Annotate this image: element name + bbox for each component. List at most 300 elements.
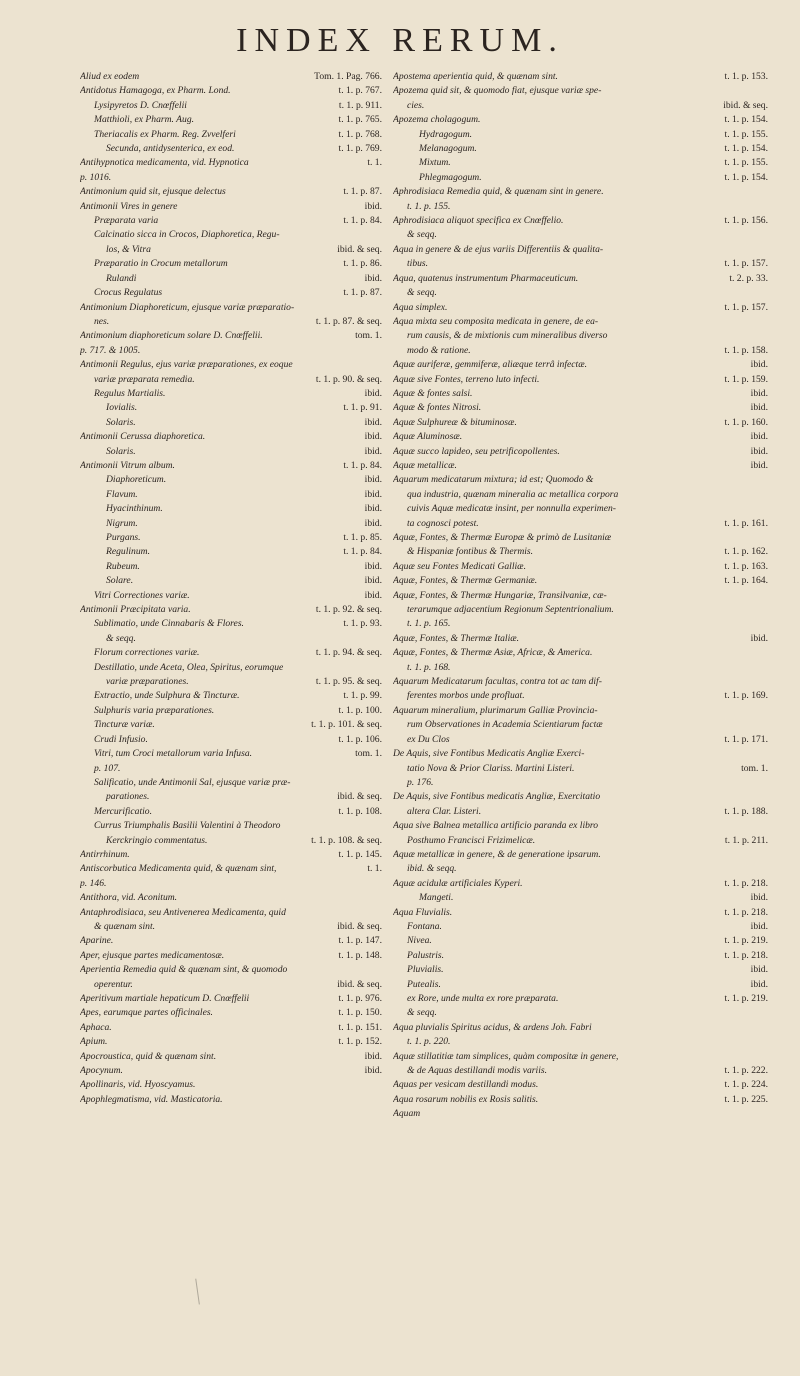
- index-entry: [393, 387, 768, 401]
- entry-text: Aquæ metallicæ in genere, & de generatione ipsarum.: [393, 848, 601, 860]
- entry-text: Pluvialis.: [407, 964, 444, 976]
- index-entry: [393, 733, 768, 747]
- index-entry: [393, 185, 768, 199]
- index-entry: [80, 99, 382, 113]
- entry-text: rum causis, & de mixtionis cum mineralibus diverso: [407, 330, 608, 342]
- entry-text: Apophlegmatisma, vid. Masticatoria.: [80, 1093, 223, 1105]
- entry-text: Posthumo Francisci Frizimelicæ.: [407, 834, 536, 846]
- entry-reference: ibid.: [364, 387, 382, 399]
- entry-reference: t. 1. p. 159.: [724, 373, 768, 385]
- entry-reference: t. 1. p. 84.: [343, 546, 382, 558]
- entry-text: Antidotus Hamagoga, ex Pharm. Lond.: [80, 85, 231, 97]
- entry-text: Aqua pluvialis Spiritus acidus, & ardens Joh. Fabri: [393, 1021, 592, 1033]
- left-column: [80, 70, 382, 1107]
- index-entry: [393, 243, 768, 257]
- index-entry: [80, 1078, 382, 1092]
- entry-text: los, & Vitra: [106, 243, 151, 255]
- index-entry: [80, 963, 382, 977]
- entry-reference: ibid.: [364, 272, 382, 284]
- entry-text: & seqq.: [407, 1007, 437, 1019]
- entry-text: Aqua in genere & de ejus variis Differentiis & qualita-: [393, 243, 604, 255]
- index-entry: [393, 574, 768, 588]
- entry-reference: ibid.: [750, 978, 768, 990]
- entry-text: Aquæ Sulphureæ & bituminosæ.: [393, 416, 517, 428]
- index-entry: [80, 84, 382, 98]
- entry-reference: t. 1. p. 108. & seq.: [311, 834, 382, 846]
- index-entry: [80, 185, 382, 199]
- entry-text: Florum correctiones variæ.: [94, 647, 200, 659]
- entry-text: Fontana.: [407, 920, 442, 932]
- entry-text: Aparine.: [80, 935, 114, 947]
- index-entry: [80, 257, 382, 271]
- entry-reference: t. 1. p. 87. & seq.: [315, 315, 382, 327]
- index-entry: [80, 877, 382, 891]
- entry-reference: t. 1. p. 161.: [724, 517, 768, 529]
- index-entry: [80, 589, 382, 603]
- entry-text: & seqq.: [407, 229, 437, 241]
- entry-text: Aquæ stillatitiæ tam simplices, quàm compositæ in genere,: [393, 1050, 619, 1062]
- entry-reference: t. 1. p. 151.: [338, 1021, 382, 1033]
- index-entry: [80, 1050, 382, 1064]
- index-entry: [80, 617, 382, 631]
- index-entry: [393, 517, 768, 531]
- entry-reference: t. 1. p. 219.: [724, 993, 768, 1004]
- entry-reference: t. 1. p. 86.: [343, 258, 382, 270]
- index-entry: [80, 1064, 382, 1078]
- index-entry: [393, 416, 768, 430]
- entry-text: Mangeti.: [419, 892, 454, 904]
- index-entry: [393, 920, 768, 934]
- entry-reference: t. 1. p. 148.: [338, 949, 382, 961]
- entry-reference: tom. 1.: [741, 762, 768, 774]
- entry-reference: t. 1. p. 153.: [724, 71, 768, 82]
- entry-text: Tincturæ variæ.: [94, 719, 155, 731]
- entry-reference: t. 1. p. 95. & seq.: [315, 676, 382, 688]
- entry-text: Aquæ sive Fontes, terreno luto infecti.: [393, 373, 540, 385]
- index-entry: [393, 560, 768, 574]
- entry-text: Melanagogum.: [419, 143, 477, 155]
- index-entry: [393, 1050, 768, 1064]
- entry-text: t. 1. p. 165.: [407, 618, 451, 630]
- index-entry: [80, 661, 382, 675]
- entry-reference: ibid.: [364, 488, 382, 500]
- index-entry: [80, 416, 382, 430]
- entry-reference: ibid. & seq.: [337, 978, 382, 990]
- entry-reference: t. 1. p. 219.: [724, 935, 768, 947]
- index-entry: [393, 401, 768, 415]
- index-entry: [393, 502, 768, 516]
- index-entry: [80, 531, 382, 545]
- entry-text: Aquæ Aluminosæ.: [393, 431, 463, 443]
- entry-text: Præparatio in Crocum metallorum: [94, 258, 228, 270]
- entry-text: Nivea.: [407, 935, 432, 947]
- entry-text: Solaris.: [106, 445, 136, 457]
- entry-text: Apostema aperientia quid, & quænam sint.: [393, 71, 558, 82]
- entry-reference: t. 1. p. 211.: [724, 834, 768, 846]
- index-entry: [80, 445, 382, 459]
- entry-reference: ibid.: [750, 445, 768, 457]
- entry-text: Palustris.: [407, 949, 445, 961]
- entry-text: variæ præparata remedia.: [94, 373, 195, 385]
- entry-text: Aqua mixta seu composita medicata in genere, de ea-: [393, 315, 599, 327]
- index-entry: [393, 1078, 768, 1092]
- entry-text: Aquæ, Fontes, & Thermæ Germaniæ.: [393, 575, 538, 587]
- entry-text: Aqua sive Balnea metallica artificio paranda ex libro: [393, 820, 599, 832]
- index-entry: [393, 373, 768, 387]
- entry-text: Hydragogum.: [419, 128, 473, 140]
- entry-text: Sulphuris varia præparationes.: [94, 704, 215, 716]
- index-entry: [80, 560, 382, 574]
- entry-text: Antimonii Cerussa diaphoretica.: [80, 431, 206, 443]
- index-entry: [393, 704, 768, 718]
- entry-text: operentur.: [94, 978, 133, 990]
- entry-text: Apocynum.: [80, 1065, 123, 1077]
- index-entry: [393, 171, 768, 185]
- entry-text: Currus Triumphalis Basilii Valentini à Theodoro: [94, 820, 281, 832]
- index-entry: [393, 214, 768, 228]
- entry-reference: ibid.: [364, 445, 382, 457]
- index-entry: [393, 834, 768, 848]
- entry-text: Aquæ acidulæ artificiales Kyperi.: [393, 877, 523, 889]
- entry-text: nes.: [94, 315, 110, 327]
- entry-reference: ibid.: [364, 431, 382, 443]
- index-entry: [393, 1064, 768, 1078]
- index-entry: [80, 488, 382, 502]
- entry-text: terarumque adjacentium Regionum Septentrionalium.: [407, 604, 614, 616]
- entry-text: Aquarum medicatarum mixtura; id est; Quomodo &: [393, 474, 594, 486]
- index-entry: [80, 632, 382, 646]
- entry-reference: ibid.: [364, 200, 382, 212]
- entry-text: ferentes morbos unde profluat.: [407, 690, 525, 702]
- entry-text: Aquarum mineralium, plurimarum Galliæ Provincia-: [393, 704, 598, 716]
- index-entry: [80, 545, 382, 559]
- entry-text: Antimonii Vitrum album.: [80, 459, 175, 471]
- index-entry: [393, 661, 768, 675]
- entry-reference: t. 1. p. 162.: [724, 546, 768, 558]
- entry-reference: ibid.: [750, 431, 768, 443]
- entry-reference: t. 1. p. 218.: [724, 949, 768, 961]
- index-entry: [80, 128, 382, 142]
- entry-text: Aquæ seu Fontes Medicati Galliæ.: [393, 560, 526, 572]
- entry-reference: t. 1. p. 154.: [724, 143, 768, 155]
- entry-text: Extractio, unde Sulphura & Tincturæ.: [94, 690, 240, 702]
- entry-reference: t. 1. p. 157.: [724, 301, 768, 313]
- index-entry: [80, 906, 382, 920]
- index-entry: [80, 733, 382, 747]
- index-entry: [393, 632, 768, 646]
- entry-reference: t. 1. p. 154.: [724, 171, 768, 183]
- index-entry: [80, 344, 382, 358]
- entry-reference: ibid.: [750, 632, 768, 644]
- index-entry: [393, 84, 768, 98]
- entry-text: Antaphrodisiaca, seu Antivenerea Medicamenta, quid: [80, 906, 286, 918]
- entry-reference: t. 1. p. 87.: [343, 186, 382, 198]
- entry-text: Salificatio, unde Antimonii Sal, ejusque variæ præ-: [94, 776, 291, 788]
- entry-text: Rulandi: [106, 272, 137, 284]
- index-entry: [393, 272, 768, 286]
- index-entry: [80, 675, 382, 689]
- entry-text: Mercurificatio.: [94, 805, 152, 817]
- index-entry: [393, 1035, 768, 1049]
- entry-text: Antithora, vid. Aconitum.: [80, 892, 178, 904]
- entry-text: variæ præparationes.: [106, 676, 189, 688]
- index-entry: [393, 445, 768, 459]
- entry-reference: t. 2. p. 33.: [729, 272, 768, 284]
- index-entry: [80, 1021, 382, 1035]
- entry-text: Aquæ auriferæ, gemmiferæ, aliæque terrâ infectæ.: [393, 359, 587, 371]
- entry-reference: t. 1. p. 164.: [724, 575, 768, 587]
- index-entry: [80, 214, 382, 228]
- index-entry: [393, 315, 768, 329]
- index-entry: [393, 113, 768, 127]
- index-entry: [393, 646, 768, 660]
- entry-text: Apes, earumque partes officinales.: [80, 1007, 213, 1019]
- entry-reference: t. 1. p. 225.: [724, 1093, 768, 1105]
- index-entry: [393, 200, 768, 214]
- index-entry: [393, 142, 768, 156]
- entry-reference: t. 1. p. 765.: [338, 114, 382, 126]
- entry-text: Matthioli, ex Pharm. Aug.: [94, 114, 195, 126]
- index-entry: [80, 286, 382, 300]
- index-entry: [80, 934, 382, 948]
- entry-reference: t. 1. p. 169.: [724, 690, 768, 702]
- entry-text: Præparata varia: [94, 215, 159, 227]
- entry-reference: t. 1. p. 154.: [724, 114, 768, 126]
- entry-reference: t. 1. p. 188.: [724, 805, 768, 817]
- entry-text: p. 107.: [94, 762, 121, 774]
- index-entry: [393, 891, 768, 905]
- entry-reference: ibid. & seq.: [337, 920, 382, 932]
- entry-text: Secunda, antidysenterica, ex eod.: [106, 143, 235, 155]
- index-entry: [393, 906, 768, 920]
- entry-text: Lysipyretos D. Cnœffelii: [94, 99, 187, 111]
- entry-text: Diaphoreticum.: [106, 474, 167, 486]
- index-entry: [393, 963, 768, 977]
- index-entry: [393, 689, 768, 703]
- index-entry: [80, 834, 382, 848]
- index-entry: [80, 401, 382, 415]
- entry-text: rum Observationes in Academia Scientiarum factæ: [407, 719, 603, 731]
- entry-text: Antimonium Diaphoreticum, ejusque variæ præparatio-: [80, 301, 295, 313]
- entry-text: Aquæ & fontes Nitrosi.: [393, 402, 482, 414]
- entry-text: Aperientia Remedia quid & quænam sint, & quomodo: [80, 964, 288, 976]
- index-entry: [393, 675, 768, 689]
- index-entry: [80, 762, 382, 776]
- entry-text: p. 146.: [80, 877, 107, 889]
- index-entry: [80, 113, 382, 127]
- index-entry: [80, 747, 382, 761]
- entry-text: Aquæ metallicæ.: [393, 459, 457, 471]
- entry-reference: ibid. & seq.: [337, 243, 382, 255]
- index-entry: [80, 978, 382, 992]
- entry-text: Mixtum.: [419, 157, 451, 169]
- entry-reference: t. 1. p. 94. & seq.: [315, 647, 382, 659]
- entry-text: p. 176.: [407, 776, 434, 788]
- index-entry: [80, 228, 382, 242]
- entry-text: altera Clar. Listeri.: [407, 805, 482, 817]
- entry-reference: t. 1. p. 160.: [724, 416, 768, 428]
- entry-reference: t. 1. p. 768.: [338, 128, 382, 140]
- index-entry: [393, 228, 768, 242]
- entry-reference: t. 1. p. 911.: [338, 99, 382, 111]
- entry-text: Apozema cholagogum.: [393, 114, 481, 126]
- index-entry: [80, 862, 382, 876]
- index-entry: [80, 689, 382, 703]
- entry-text: t. 1. p. 155.: [407, 200, 451, 212]
- entry-text: Apozema quid sit, & quomodo fiat, ejusque variæ spe-: [393, 85, 602, 97]
- index-entry: [393, 430, 768, 444]
- entry-text: Aperitivum martiale hepaticum D. Cnœffelii: [80, 993, 250, 1004]
- index-entry: [80, 704, 382, 718]
- entry-text: & seqq.: [407, 287, 437, 299]
- entry-reference: t. 1. p. 218.: [724, 906, 768, 918]
- entry-text: Rubeum.: [106, 560, 140, 572]
- entry-text: & de Aquas destillandi modis variis.: [407, 1065, 547, 1077]
- index-entry: [393, 473, 768, 487]
- entry-reference: t. 1. p. 224.: [724, 1079, 768, 1091]
- entry-reference: Tom. 1. Pag. 766.: [314, 71, 382, 82]
- entry-reference: t. 1. p. 222.: [724, 1065, 768, 1077]
- entry-reference: t. 1. p. 100.: [338, 704, 382, 716]
- entry-reference: ibid.: [750, 964, 768, 976]
- entry-reference: t. 1. p. 91.: [343, 402, 382, 414]
- entry-text: & Hispaniæ fontibus & Thermis.: [407, 546, 534, 558]
- index-entry: [393, 617, 768, 631]
- entry-text: & quænam sint.: [94, 920, 156, 932]
- entry-reference: ibid.: [750, 402, 768, 414]
- entry-text: Flavum.: [106, 488, 138, 500]
- entry-text: Antirrhinum.: [80, 848, 130, 860]
- pencil-mark: [195, 1278, 208, 1305]
- entry-reference: t. 1. p. 158.: [724, 344, 768, 356]
- index-entry: [393, 603, 768, 617]
- index-entry: [393, 459, 768, 473]
- index-entry: [393, 747, 768, 761]
- entry-reference: tom. 1.: [355, 330, 382, 342]
- entry-text: Aquam: [393, 1108, 421, 1120]
- entry-text: & seqq.: [106, 632, 136, 644]
- entry-text: Aqua simplex.: [393, 301, 448, 313]
- index-entry: [80, 243, 382, 257]
- entry-text: Sublimatio, unde Cinnabaris & Flores.: [94, 618, 244, 630]
- entry-text: ibid. & seqq.: [407, 863, 457, 875]
- index-entry: [393, 949, 768, 963]
- entry-text: Calcinatio sicca in Crocos, Diaphoretica, Regu-: [94, 229, 280, 241]
- entry-text: Crocus Regulatus: [94, 287, 163, 299]
- entry-reference: t. 1. p. 171.: [724, 733, 768, 745]
- entry-reference: t. 1. p. 163.: [724, 560, 768, 572]
- entry-text: Destillatio, unde Aceta, Olea, Spiritus, eorumque: [94, 661, 284, 673]
- entry-text: Aquæ & fontes salsi.: [393, 387, 473, 399]
- index-entry: [80, 373, 382, 387]
- index-entry: [393, 589, 768, 603]
- index-entry: [393, 805, 768, 819]
- index-entry: [393, 1093, 768, 1107]
- index-entry: [80, 459, 382, 473]
- entry-reference: ibid.: [750, 387, 768, 399]
- entry-text: tatio Nova & Prior Clariss. Martini Listeri.: [407, 762, 575, 774]
- entry-reference: t. 1. p. 84.: [343, 459, 382, 471]
- index-entry: [393, 718, 768, 732]
- entry-reference: t. 1. p. 155.: [724, 157, 768, 169]
- entry-reference: t. 1. p. 155.: [724, 128, 768, 140]
- index-entry: [80, 502, 382, 516]
- index-entry: [80, 142, 382, 156]
- entry-reference: t. 1. p. 156.: [724, 215, 768, 227]
- entry-text: Antimonium diaphoreticum solare D. Cnœffelii.: [80, 330, 263, 342]
- entry-text: Antimonium quid sit, ejusque delectus: [80, 186, 226, 198]
- entry-reference: t. 1. p. 769.: [338, 143, 382, 155]
- entry-reference: ibid.: [364, 575, 382, 587]
- entry-reference: t. 1. p. 157.: [724, 258, 768, 270]
- index-entry: [80, 574, 382, 588]
- entry-text: Apium.: [80, 1036, 108, 1048]
- entry-reference: ibid.: [364, 1050, 382, 1062]
- entry-reference: t. 1. p. 767.: [338, 85, 382, 97]
- entry-reference: t. 1. p. 84.: [343, 215, 382, 227]
- index-entry: [393, 488, 768, 502]
- entry-text: Kerckringio commentatus.: [106, 834, 208, 846]
- index-entry: [80, 1035, 382, 1049]
- index-entry: [393, 531, 768, 545]
- index-entry: [393, 70, 768, 84]
- entry-text: p. 717. & 1005.: [80, 344, 141, 356]
- index-entry: [80, 430, 382, 444]
- entry-reference: t. 1. p. 99.: [343, 690, 382, 702]
- index-entry: [80, 70, 382, 84]
- index-entry: [80, 776, 382, 790]
- entry-text: t. 1. p. 220.: [407, 1036, 451, 1048]
- entry-text: Apollinaris, vid. Hyoscyamus.: [80, 1079, 196, 1091]
- entry-reference: ibid. & seq.: [723, 99, 768, 111]
- entry-reference: t. 1. p. 976.: [338, 993, 382, 1004]
- entry-text: Iovialis.: [106, 402, 138, 414]
- entry-text: Antimonii Vires in genere: [80, 200, 178, 212]
- index-entry: [80, 1093, 382, 1107]
- index-entry: [393, 819, 768, 833]
- index-entry: [393, 848, 768, 862]
- entry-text: Solaris.: [106, 416, 136, 428]
- index-entry: [80, 1006, 382, 1020]
- entry-reference: ibid.: [364, 503, 382, 515]
- index-entry: [80, 718, 382, 732]
- entry-text: Aquæ, Fontes, & Thermæ Hungariæ, Transilvaniæ, cæ-: [393, 589, 607, 601]
- index-entry: [393, 358, 768, 372]
- entry-text: modo & ratione.: [407, 344, 471, 356]
- index-entry: [80, 805, 382, 819]
- entry-reference: t. 1. p. 85.: [343, 532, 382, 543]
- entry-text: p. 1016.: [80, 171, 112, 183]
- entry-text: Crudi Infusio.: [94, 733, 148, 745]
- entry-text: Solare.: [106, 575, 134, 587]
- entry-reference: t. 1. p. 150.: [338, 1007, 382, 1019]
- index-entry: [80, 891, 382, 905]
- entry-reference: t. 1. p. 108.: [338, 805, 382, 817]
- entry-reference: t. 1.: [367, 157, 382, 169]
- entry-text: Aphaca.: [80, 1021, 112, 1033]
- entry-reference: t. 1.: [367, 863, 382, 875]
- index-entry: [393, 329, 768, 343]
- index-entry: [80, 992, 382, 1006]
- entry-text: cies.: [407, 99, 425, 111]
- index-entry: [393, 776, 768, 790]
- entry-text: Aquas per vesicam destillandi modus.: [393, 1079, 539, 1091]
- entry-text: ex Du Clos: [407, 733, 450, 745]
- index-entry: [80, 646, 382, 660]
- entry-text: Regulinum.: [106, 546, 150, 558]
- index-entry: [393, 301, 768, 315]
- entry-text: Antiscorbutica Medicamenta quid, & quænam sint,: [80, 863, 277, 875]
